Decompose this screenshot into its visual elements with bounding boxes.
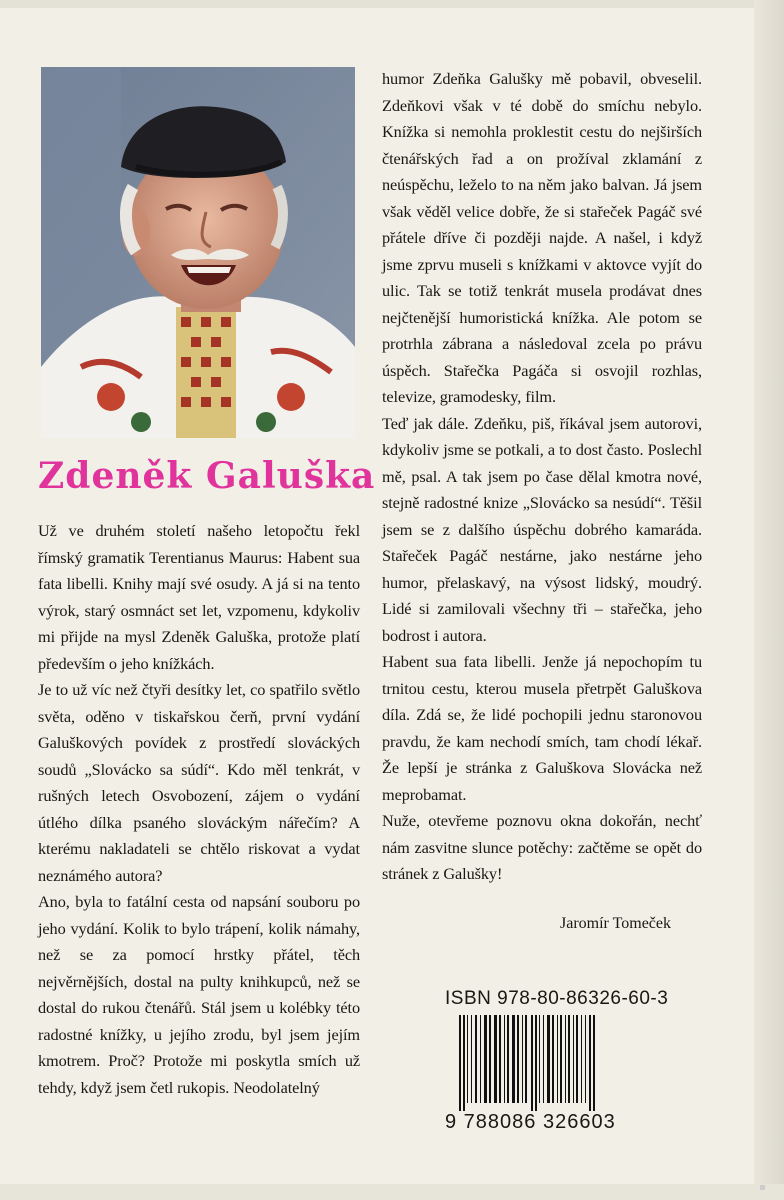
blurb-paragraph: Už ve druhém století našeho letopočtu řekl římský gramatik Terentianus Maurus: Habent sua fata libelli. Knihy mají své osudy. A já si na tento výrok, starý osmnáct set let, vzpomenu, kdykoliv mi přijde na mysl Zdeněk Galuška, protože platí především o jeho knížkách.	[38, 521, 360, 673]
blurb-paragraph: Nuže, otevřeme poznovu okna dokořán, nechť nám zasvitne slunce potěchy: začtěme se opět do stránek z Galušky!	[382, 811, 702, 883]
signature: Jaromír Tomeček	[560, 915, 671, 932]
blurb-paragraph: Je to už víc než čtyři desítky let, co spatřilo světlo světa, oděno v tiskařskou čerň, první vydání Galuškových povídek z prostředí slováckých soudů „Slovácko sa súdí“. Kdo měl tenkrát, v rušných letech Osvobození, zájem o vydání útlého dílka psaného slováckým nářečím? A kterému nakladateli se chtělo riskovat a vydat neznámého autora?	[38, 680, 360, 885]
barcode-digits: 9 788086 326603	[445, 1111, 616, 1133]
scan-mark	[760, 1185, 765, 1190]
blurb-paragraph: humor Zdeňka Galušky mě pobavil, obveselil. Zdeňkovi však v té době do smíchu nebylo. Knížka si nemohla proklestit cestu do nejširších čtenářských řad a on prožíval zklamání z neúspěchu, leželo to na něm jako balvan. Já jsem však věděl velice dobře, že si stařeček Pagáč své přátele dříve či později najde. A našel, i když jsme zprvu museli s knížkami v aktovce vyjít do ulic. Tak se totiž tenkrát musela prodávat dnes nejčtenější humoristická knížka. Ale potom se protrhla zábrana a následoval zcela po právu úspěch. Stařečka Pagáča si osvojil rozhlas, televize, gramodesky, film.	[382, 69, 702, 406]
scan-edge-right	[754, 0, 784, 1200]
blurb-right-column	[382, 66, 702, 888]
barcode-icon	[455, 1015, 665, 1111]
author-name: Zdeněk Galuška	[38, 455, 376, 497]
isbn-block	[445, 988, 735, 1158]
author-portrait-photo	[41, 67, 355, 438]
blurb-paragraph: Ano, byla to fatální cesta od napsání souboru po jeho vydání. Kolik to bylo trápení, kolik námahy, než se za pomocí hrstky přátel, těch nejvěrnějších, dostal na pulty knihkupců, než se dostal do rukou čtenářů. Stál jsem u kolébky této radostné knížky, u jejího zrodu, byl jsem jejím kmotrem. Proč? Protože mi poskytla smích už tehdy, když jsem četl rukopis. Neodolatelný	[38, 892, 360, 1097]
isbn-label: ISBN 978-80-86326-60-3	[445, 988, 669, 1009]
scan-edge-top	[0, 0, 784, 8]
blurb-left-column	[38, 518, 360, 1101]
scan-edge-bottom	[0, 1184, 784, 1200]
blurb-paragraph: Teď jak dále. Zdeňku, piš, říkával jsem autorovi, kdykoliv jsme se potkali, a to dost často. Poslechl mě, psal. A tak jsem po čase dělal kmotra nové, stejně radostné knize „Slovácko sa nesúdí“. Těšil jsem se z dalšího úspěchu dobrého kamaráda. Stařeček Pagáč nestárne, jako nestárne jeho humor, přelaskavý, na výsost lidský, moudrý. Lidé si zamilovali všechny tři – stařečka, jeho bodrost i autora.	[382, 413, 702, 645]
blurb-paragraph: Habent sua fata libelli. Jenže já nepochopím tu trnitou cestu, kterou musela přetrpět Galuškova díla. Zdá se, že lidé pochopili jednu staronovou pravdu, že kam nechodí smích, tam chodí lékař. Že lepší je stránka z Galuškova Slovácka než meprobamat.	[382, 652, 702, 804]
